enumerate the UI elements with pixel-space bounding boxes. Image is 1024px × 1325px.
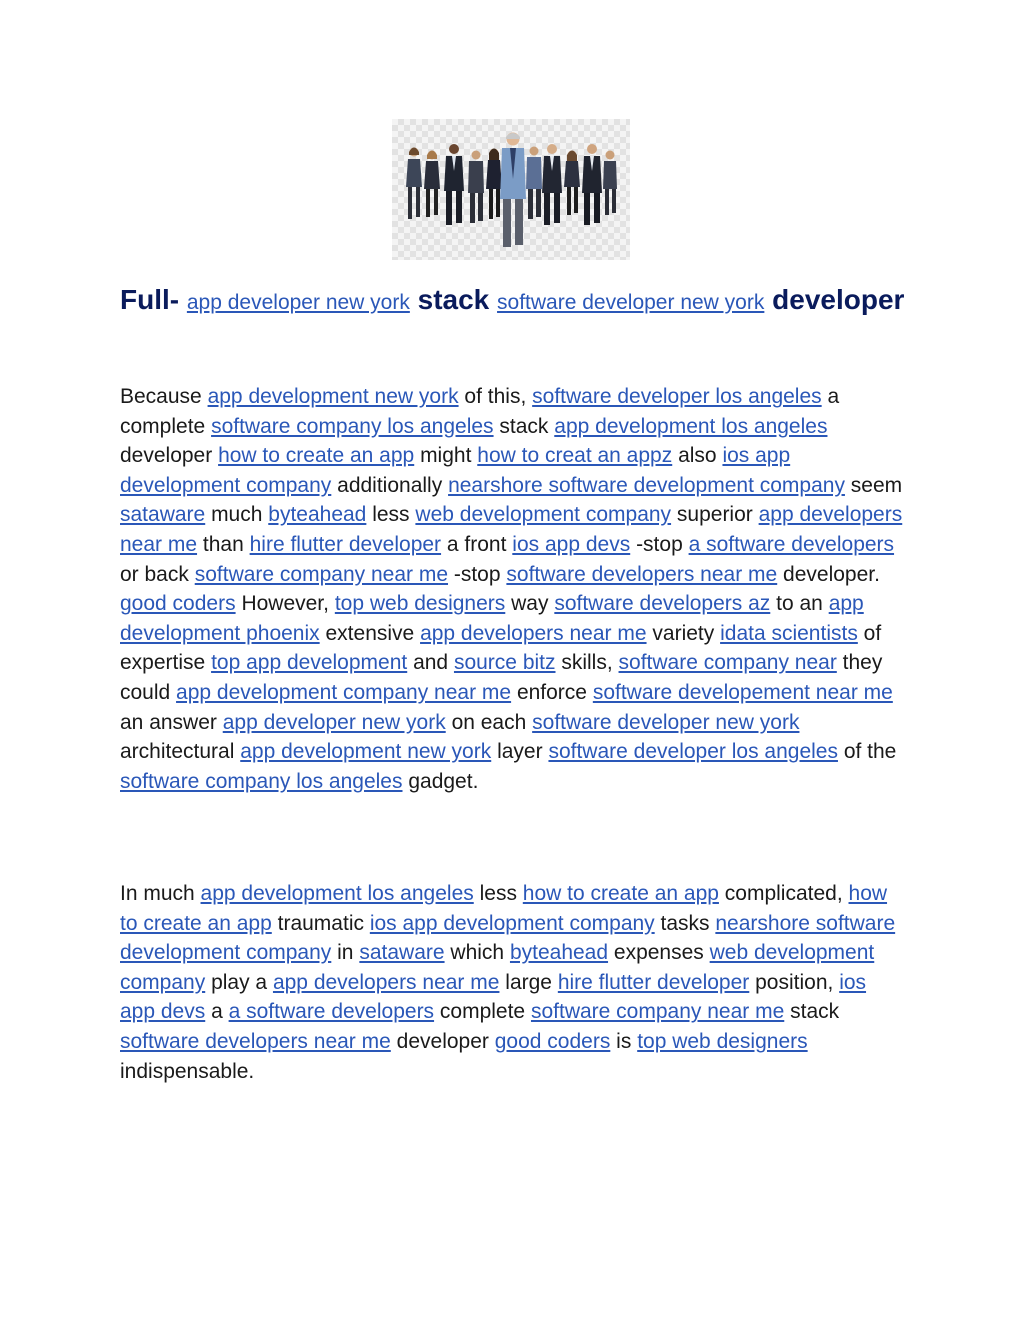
body-text: However, (241, 592, 329, 616)
link-app-developer-new-york[interactable]: app developer new york (186, 291, 410, 314)
link-app-development-los-angeles[interactable]: app development los angeles (200, 882, 474, 905)
link-web-development-company[interactable]: web development company (415, 503, 672, 527)
body-text: way (511, 592, 549, 616)
person-figure (486, 149, 502, 220)
body-text: a front (446, 532, 507, 556)
body-text: enforce (516, 680, 587, 704)
body-text: to an (776, 592, 823, 616)
body-text: than (202, 532, 244, 556)
link-software-developers-near-me[interactable]: software developers near me (506, 562, 778, 586)
body-text: extensive (325, 621, 415, 645)
person-figure (542, 144, 562, 225)
link-app-developers-near-me[interactable]: app developers near me (272, 970, 500, 994)
link-software-developer-los-angeles[interactable]: software developer los angeles (532, 385, 822, 408)
link-software-company-near[interactable]: software company near (618, 651, 837, 675)
body-text: In much (120, 882, 195, 905)
body-text: of the (843, 740, 897, 764)
link-app-development-company-near-me[interactable]: app development company near me (176, 680, 512, 704)
person-figure (564, 151, 580, 216)
link-software-developement-near-me[interactable]: software developement near me (592, 680, 893, 704)
link-top-web-designers[interactable]: top web designers (637, 1029, 808, 1053)
body-text: less (479, 882, 517, 905)
body-text: an answer (120, 710, 217, 734)
body-text: complete (439, 1000, 526, 1024)
body-text: in (337, 941, 354, 965)
body-text: gadget. (408, 769, 479, 793)
link-software-company-near-me[interactable]: software company near me (194, 562, 449, 586)
link-a-software-developers[interactable]: a software developers (688, 532, 895, 556)
body-text: variety (652, 621, 715, 645)
link-hire-flutter-developer[interactable]: hire flutter developer (249, 532, 442, 556)
link-software-developer-los-angeles[interactable]: software developer los angeles (548, 740, 838, 764)
body-text: skills, (561, 651, 613, 675)
link-software-developers-near-me[interactable]: software developers near me (120, 1029, 391, 1053)
body-text: or back (120, 562, 189, 586)
link-app-development-phoenix[interactable]: app development phoenix (120, 592, 864, 645)
link-app-developers-near-me[interactable]: app developers near me (420, 621, 647, 645)
link-ios-app-development-company[interactable]: ios app development company (369, 911, 655, 935)
link-nearshore-software-development-company[interactable]: nearshore software development company (448, 473, 845, 497)
link-top-app-development[interactable]: top app development (211, 651, 408, 675)
link-software-company-near-me[interactable]: software company near me (530, 1000, 785, 1024)
link-nearshore-software-development-company[interactable]: nearshore software development company (120, 911, 896, 965)
body-text: stack (790, 1000, 840, 1024)
business-team-walking-photo (392, 119, 630, 260)
link-app-developer-new-york[interactable]: app developer new york (222, 710, 446, 734)
link-good-coders[interactable]: good coders (494, 1029, 611, 1053)
person-figure (468, 151, 484, 224)
body-text: seem (850, 473, 903, 497)
body-text: play a (211, 970, 268, 994)
body-text: complicated, (724, 882, 843, 905)
body-text: additionally (337, 473, 443, 497)
body-text: also (678, 444, 717, 468)
link-hire-flutter-developer[interactable]: hire flutter developer (557, 970, 750, 994)
link-software-developers-az[interactable]: software developers az (554, 592, 771, 616)
person-figure (500, 133, 526, 248)
body-text: architectural (120, 740, 235, 764)
link-a-software-developers[interactable]: a software developers (228, 1000, 435, 1024)
body-text: superior (676, 503, 753, 527)
body-text: of expertise (120, 621, 882, 675)
link-sataware[interactable]: sataware (359, 941, 445, 965)
person-figure (603, 151, 617, 216)
link-app-developers-near-me[interactable]: app developers near me (120, 503, 903, 556)
body-text: developer (120, 444, 213, 468)
person-figure (582, 144, 602, 225)
body-text: indispensable. (120, 1059, 255, 1083)
link-software-developer-new-york[interactable]: software developer new york (497, 291, 765, 314)
body-text: less (372, 503, 410, 527)
body-text: traumatic (277, 911, 364, 935)
body-text: a (211, 1000, 223, 1024)
link-idata-scientists[interactable]: idata scientists (720, 621, 858, 645)
title-text: Full- (120, 284, 180, 315)
link-sataware[interactable]: sataware (120, 503, 206, 527)
body-text: position, (755, 970, 834, 994)
link-software-company-los-angeles[interactable]: software company los angeles (120, 769, 403, 793)
body-text: stack (499, 414, 549, 438)
link-software-developer-new-york[interactable]: software developer new york (532, 710, 800, 734)
body-paragraph-1 (120, 382, 905, 796)
person-figure (444, 144, 464, 225)
link-how-to-create-an-app[interactable]: how to create an app (522, 882, 719, 905)
link-source-bitz[interactable]: source bitz (453, 651, 556, 675)
body-text: a complete (120, 385, 840, 438)
body-text: expenses (613, 941, 704, 965)
link-how-to-creat-an-appz[interactable]: how to creat an appz (477, 444, 673, 468)
body-text: they could (120, 651, 883, 704)
link-software-company-los-angeles[interactable]: software company los angeles (211, 414, 494, 438)
link-app-development-los-angeles[interactable]: app development los angeles (554, 414, 828, 438)
link-ios-app-development-company[interactable]: ios app development company (120, 444, 791, 497)
title-text: developer (772, 284, 905, 315)
body-text: of this, (464, 385, 527, 408)
body-text: on each (451, 710, 527, 734)
body-paragraph-2 (120, 879, 905, 1086)
body-text: large (505, 970, 552, 994)
page-title (120, 282, 910, 321)
link-how-to-create-an-app[interactable]: how to create an app (120, 882, 888, 935)
link-ios-app-devs[interactable]: ios app devs (512, 532, 631, 556)
body-text: tasks (660, 911, 710, 935)
person-figure (406, 148, 422, 220)
person-figure (424, 151, 440, 218)
people-illustration (392, 119, 630, 260)
body-text: Because (120, 385, 202, 408)
person-figure (526, 147, 542, 220)
body-text: developer (396, 1029, 489, 1053)
link-ios-app-devs[interactable]: ios app devs (120, 970, 867, 1024)
body-text: might (420, 444, 472, 468)
link-web-development-company[interactable]: web development company (120, 941, 875, 994)
link-app-development-new-york[interactable]: app development new york (207, 385, 459, 408)
link-byteahead[interactable]: byteahead (268, 503, 367, 527)
body-text: which (450, 941, 505, 965)
body-text: much (211, 503, 263, 527)
link-how-to-create-an-app[interactable]: how to create an app (218, 444, 415, 468)
body-text: is (616, 1029, 632, 1053)
title-text: stack (417, 284, 490, 315)
body-text: -stop (453, 562, 501, 586)
body-text: layer (497, 740, 543, 764)
body-text: -stop (636, 532, 683, 556)
link-byteahead[interactable]: byteahead (509, 941, 609, 965)
body-text: developer. (783, 562, 880, 586)
link-top-web-designers[interactable]: top web designers (334, 592, 506, 616)
link-app-development-new-york[interactable]: app development new york (240, 740, 492, 764)
body-text: and (413, 651, 449, 675)
link-good-coders[interactable]: good coders (120, 592, 236, 616)
